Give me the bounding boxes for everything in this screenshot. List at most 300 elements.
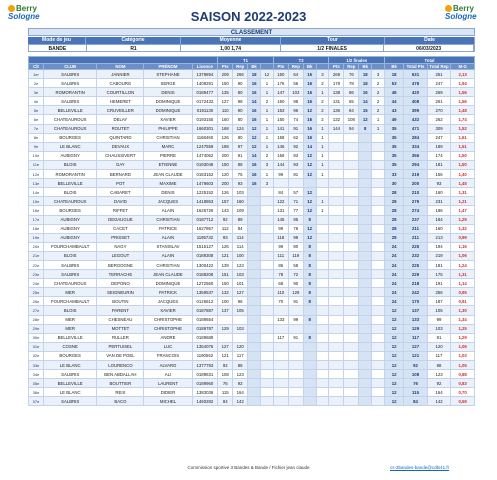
cell-t2-bk: 8 bbox=[303, 242, 316, 251]
cell-total-pts: 420 bbox=[404, 88, 428, 97]
cell-total-pts: 432 bbox=[404, 115, 428, 124]
cell-t3-pts bbox=[329, 160, 344, 169]
cell-club: CHATEAUROUX bbox=[43, 124, 96, 133]
cell-t3-x: 2 bbox=[372, 97, 385, 106]
cell-t1-x bbox=[261, 270, 274, 279]
cell-nom: MOTTET bbox=[97, 324, 144, 333]
cell-t1-pts: 188 bbox=[218, 142, 233, 151]
table-row bbox=[29, 133, 475, 142]
cell-t3-pts bbox=[329, 351, 344, 360]
cell-bk: 18 bbox=[385, 70, 404, 79]
cell-rank: 31e bbox=[29, 342, 44, 351]
cell-t1-bk bbox=[248, 397, 261, 406]
cell-total-pts: 108 bbox=[404, 370, 428, 379]
cell-rank: 13e bbox=[29, 179, 44, 188]
cell-t2-bk bbox=[303, 361, 316, 370]
cell-t1-x: 3 bbox=[261, 160, 274, 169]
cell-t3-rep bbox=[344, 133, 359, 142]
cell-bk: 48 bbox=[385, 88, 404, 97]
cell-t1-rep: 103 bbox=[233, 324, 248, 333]
meta-header-row bbox=[28, 37, 475, 44]
cell-t3-x bbox=[372, 260, 385, 269]
cell-prenom: PATRICE bbox=[144, 224, 192, 233]
cell-t2-pts: 131 bbox=[273, 206, 288, 215]
cell-t3-x bbox=[372, 142, 385, 151]
cell-total-pts: 284 bbox=[404, 133, 428, 142]
cell-t3-rep bbox=[344, 342, 359, 351]
cell-nom: RIFFET bbox=[97, 206, 144, 215]
col-header-bk: Bk bbox=[385, 64, 404, 70]
cell-t3-pts: 269 bbox=[329, 70, 344, 79]
cell-bk: 35 bbox=[385, 160, 404, 169]
cell-t1-x bbox=[261, 333, 274, 342]
cell-t1-bk bbox=[248, 315, 261, 324]
cell-t1-x bbox=[261, 324, 274, 333]
cell-t3-bk bbox=[359, 160, 372, 169]
cell-nom: PARENT bbox=[97, 306, 144, 315]
cell-mg: 0,83 bbox=[451, 379, 475, 388]
cell-t3-pts bbox=[329, 251, 344, 260]
cell-total-rep: 117 bbox=[427, 351, 451, 360]
cell-mg: 1,25 bbox=[451, 324, 475, 333]
cell-t2-pts bbox=[273, 370, 288, 379]
cell-t1-pts: 112 bbox=[218, 224, 233, 233]
meta-header-date: Date bbox=[385, 37, 475, 44]
cell-mg: 1,14 bbox=[451, 279, 475, 288]
cell-t1-x: 1 bbox=[261, 170, 274, 179]
cell-total-pts: 225 bbox=[404, 260, 428, 269]
cell-t1-bk bbox=[248, 379, 261, 388]
cell-rank: 27e bbox=[29, 306, 44, 315]
cell-t1-pts: 121 bbox=[218, 351, 233, 360]
cell-t1-rep: 123 bbox=[233, 260, 248, 269]
cell-prenom: ANDRE bbox=[144, 333, 192, 342]
col-header-t3-rep: Rep bbox=[344, 64, 359, 70]
cell-total-rep: 184 bbox=[427, 215, 451, 224]
cell-total-pts: 218 bbox=[404, 279, 428, 288]
cell-t3-pts bbox=[329, 142, 344, 151]
cell-t1-bk: 14 bbox=[248, 151, 261, 160]
cell-club: BOURGES bbox=[43, 351, 96, 360]
cell-prenom: XAVIER bbox=[144, 306, 192, 315]
cell-t2-rep: 80 bbox=[288, 242, 303, 251]
cell-t2-x: 1 bbox=[316, 142, 329, 151]
cell-t2-pts: 110 bbox=[273, 288, 288, 297]
cell-licence: 0189960 bbox=[192, 379, 218, 388]
cell-total-pts: 229 bbox=[404, 270, 428, 279]
cell-mg: 1,30 bbox=[451, 306, 475, 315]
cell-t1-rep: 114 bbox=[233, 233, 248, 242]
cell-t3-rep bbox=[344, 151, 359, 160]
cell-t2-pts: 117 bbox=[273, 333, 288, 342]
cell-rank: 34e bbox=[29, 370, 44, 379]
cell-t3-bk bbox=[359, 297, 372, 306]
cell-t3-pts bbox=[329, 215, 344, 224]
cell-t2-x bbox=[316, 251, 329, 260]
cell-t1-x: 1 bbox=[261, 79, 274, 88]
cell-t2-x: 1 bbox=[316, 170, 329, 179]
cell-licence: 1627867 bbox=[192, 224, 218, 233]
cell-licence: 1460282 bbox=[192, 397, 218, 406]
table-row bbox=[29, 242, 475, 251]
col-header-total-pts: Total Pts bbox=[404, 64, 428, 70]
cell-t3-bk bbox=[359, 306, 372, 315]
cell-t1-rep bbox=[233, 315, 248, 324]
cell-nom: HEMERET bbox=[97, 97, 144, 106]
cell-t2-bk bbox=[303, 388, 316, 397]
cell-t3-pts bbox=[329, 279, 344, 288]
cell-t3-pts bbox=[329, 188, 344, 197]
table-row bbox=[29, 188, 475, 197]
logo-line1: Berry bbox=[453, 4, 474, 13]
cell-t2-x: 1 bbox=[316, 133, 329, 142]
cell-bk: 12 bbox=[385, 388, 404, 397]
cell-rank: 4e bbox=[29, 97, 44, 106]
cell-t1-pts: 150 bbox=[218, 79, 233, 88]
cell-t3-pts bbox=[329, 288, 344, 297]
cell-mg: 1,29 bbox=[451, 215, 475, 224]
cell-total-rep: 181 bbox=[427, 260, 451, 269]
cell-total-rep: 103 bbox=[427, 324, 451, 333]
cell-licence: 0191130 bbox=[192, 106, 218, 115]
cell-t2-rep bbox=[288, 397, 303, 406]
cell-t1-bk bbox=[248, 233, 261, 242]
cell-t2-x: 2 bbox=[316, 115, 329, 124]
cell-t2-pts: 150 bbox=[273, 70, 288, 79]
cell-bk: 12 bbox=[385, 315, 404, 324]
cell-club: AUBIGNY bbox=[43, 224, 96, 233]
cell-t2-bk: 12 bbox=[303, 160, 316, 169]
cell-total-rep: 231 bbox=[427, 197, 451, 206]
cell-prenom: PHILIPPE bbox=[144, 124, 192, 133]
cell-t1-pts: 127 bbox=[218, 342, 233, 351]
cell-t1-bk: 16 bbox=[248, 106, 261, 115]
cell-total-rep: 261 bbox=[427, 97, 451, 106]
cell-rank: 14e bbox=[29, 188, 44, 197]
cell-t3-bk bbox=[359, 133, 372, 142]
cell-mg: 1,06 bbox=[451, 342, 475, 351]
table-row bbox=[29, 351, 475, 360]
cell-rank: 16e bbox=[29, 206, 44, 215]
cell-t3-bk: 14 bbox=[359, 97, 372, 106]
cell-club: MER bbox=[43, 288, 96, 297]
cell-t1-bk: 16 bbox=[248, 179, 261, 188]
cell-t1-bk bbox=[248, 279, 261, 288]
table-row bbox=[29, 115, 475, 124]
cell-t1-bk: 16 bbox=[248, 115, 261, 124]
cell-bk: 24 bbox=[385, 242, 404, 251]
cell-prenom: STEPHANE bbox=[144, 70, 192, 79]
cell-t1-bk bbox=[248, 260, 261, 269]
cell-t1-pts: 132 bbox=[218, 288, 233, 297]
cell-t1-pts: 157 bbox=[218, 197, 233, 206]
cell-t3-rep bbox=[344, 242, 359, 251]
cell-prenom: STANISLAV bbox=[144, 242, 192, 251]
cell-t2-rep: 83 bbox=[288, 151, 303, 160]
cell-total-rep: 160 bbox=[427, 224, 451, 233]
cell-t2-bk: 8 bbox=[303, 315, 316, 324]
cell-rank: 2e bbox=[29, 79, 44, 88]
cell-t1-bk bbox=[248, 342, 261, 351]
cell-t2-rep: 99 bbox=[288, 233, 303, 242]
cell-licence: 1379894 bbox=[192, 70, 218, 79]
cell-mg: 1,48 bbox=[451, 106, 475, 115]
cell-rank: 36e bbox=[29, 388, 44, 397]
cell-t2-pts: 118 bbox=[273, 233, 288, 242]
cell-t3-bk: 18 bbox=[359, 79, 372, 88]
cell-t1-x bbox=[261, 188, 274, 197]
cell-t2-x bbox=[316, 306, 329, 315]
cell-t1-bk: 14 bbox=[248, 97, 261, 106]
cell-club: BELLEVILLE bbox=[43, 379, 96, 388]
cell-t2-bk: 12 bbox=[303, 106, 316, 115]
cell-t2-rep bbox=[288, 370, 303, 379]
cell-mg: 1,47 bbox=[451, 206, 475, 215]
cell-t1-pts: 126 bbox=[218, 133, 233, 142]
cell-club: SALBRIS bbox=[43, 79, 96, 88]
col-header-t2-rep: Rep bbox=[288, 64, 303, 70]
table-row bbox=[29, 288, 475, 297]
cell-t3-bk bbox=[359, 379, 372, 388]
cell-rank: 35e bbox=[29, 379, 44, 388]
cell-total-pts: 334 bbox=[404, 142, 428, 151]
cell-licence: 0183152 bbox=[192, 170, 218, 179]
cell-club: FOURCHAMBAULT bbox=[43, 242, 96, 251]
cell-t1-rep: 124 bbox=[233, 124, 248, 133]
cell-t1-rep: 103 bbox=[233, 188, 248, 197]
cell-t3-pts bbox=[329, 224, 344, 233]
cell-t2-pts: 99 bbox=[273, 170, 288, 179]
cell-nom: PRISSET bbox=[97, 233, 144, 242]
cell-t2-bk: 16 bbox=[303, 133, 316, 142]
meta-value-row bbox=[28, 44, 475, 52]
cell-club: AUBIGNY bbox=[43, 215, 96, 224]
cell-t1-pts: 200 bbox=[218, 179, 233, 188]
cell-t1-pts: 126 bbox=[218, 188, 233, 197]
cell-t2-bk bbox=[303, 397, 316, 406]
table-row bbox=[29, 306, 475, 315]
cell-total-pts: 117 bbox=[404, 333, 428, 342]
cell-t3-x bbox=[372, 179, 385, 188]
cell-t2-x bbox=[316, 370, 329, 379]
cell-t3-x bbox=[372, 242, 385, 251]
table-row bbox=[29, 270, 475, 279]
cell-t3-rep bbox=[344, 279, 359, 288]
cell-prenom: JACQUES bbox=[144, 297, 192, 306]
meta-header-moyenne: Moyenne bbox=[181, 37, 281, 44]
cell-t3-pts bbox=[329, 342, 344, 351]
cell-bk: 28 bbox=[385, 197, 404, 206]
cell-t3-pts bbox=[329, 242, 344, 251]
cell-t3-bk bbox=[359, 188, 372, 197]
cell-club: LE BLANC bbox=[43, 361, 96, 370]
table-row bbox=[29, 233, 475, 242]
cell-t1-rep: 98 bbox=[233, 97, 248, 106]
cell-t2-pts: 99 bbox=[273, 224, 288, 233]
cell-t2-x: 1 bbox=[316, 124, 329, 133]
cell-t1-rep: 90 bbox=[233, 106, 248, 115]
cell-t3-bk bbox=[359, 233, 372, 242]
cell-t2-x bbox=[316, 224, 329, 233]
cell-t2-rep: 64 bbox=[288, 70, 303, 79]
cell-rank: 32e bbox=[29, 351, 44, 360]
cell-club: ROMORANTIN bbox=[43, 170, 96, 179]
cell-t2-x bbox=[316, 324, 329, 333]
cell-t3-bk bbox=[359, 215, 372, 224]
col-header-club: CLUB bbox=[43, 64, 96, 70]
cell-t1-rep: 266 bbox=[233, 70, 248, 79]
cell-t3-rep bbox=[344, 197, 359, 206]
cell-bk: 12 bbox=[385, 379, 404, 388]
cell-club: BELLEVILLE bbox=[43, 333, 96, 342]
cell-t2-rep: 93 bbox=[288, 160, 303, 169]
cell-rank: 19e bbox=[29, 233, 44, 242]
table-row bbox=[29, 151, 475, 160]
cell-t1-bk bbox=[248, 370, 261, 379]
cell-t1-pts: 108 bbox=[218, 370, 233, 379]
cell-t2-x: 2 bbox=[316, 79, 329, 88]
group-header-total: Total bbox=[385, 57, 475, 64]
cell-t2-x: 1 bbox=[316, 151, 329, 160]
cell-club: BLOIS bbox=[43, 306, 96, 315]
cell-nom: BERNARD bbox=[97, 170, 144, 179]
cell-prenom: CHRISTOPHE bbox=[144, 324, 192, 333]
cell-licence: 0189477 bbox=[192, 88, 218, 97]
cell-t1-rep: 109 bbox=[233, 206, 248, 215]
cell-t3-rep: 78 bbox=[344, 79, 359, 88]
cell-bk: 12 bbox=[385, 324, 404, 333]
cell-t3-bk bbox=[359, 315, 372, 324]
classement-band: CLASSEMENT bbox=[28, 28, 475, 36]
cell-nom: RULLER bbox=[97, 333, 144, 342]
cell-club: SALBRIS bbox=[43, 270, 96, 279]
cell-t3-bk bbox=[359, 270, 372, 279]
cell-t1-bk bbox=[248, 197, 261, 206]
cell-t1-x: 1 bbox=[261, 106, 274, 115]
table-row bbox=[29, 106, 475, 115]
cell-t1-x bbox=[261, 251, 274, 260]
cell-mg: 0,95 bbox=[451, 288, 475, 297]
cell-licence: 1626726 bbox=[192, 206, 218, 215]
cell-t1-x: 1 bbox=[261, 115, 274, 124]
cell-t1-rep: 93 bbox=[233, 179, 248, 188]
cell-t1-pts: 137 bbox=[218, 306, 233, 315]
cell-t3-x bbox=[372, 306, 385, 315]
col-header-t3-pts: Pts bbox=[329, 64, 344, 70]
cell-t1-rep: 90 bbox=[233, 79, 248, 88]
cell-bk: 35 bbox=[385, 142, 404, 151]
cell-t1-pts: 93 bbox=[218, 233, 233, 242]
cell-t1-x bbox=[261, 288, 274, 297]
cell-t3-rep bbox=[344, 306, 359, 315]
cell-t3-pts bbox=[329, 397, 344, 406]
cell-mg: 1,31 bbox=[451, 270, 475, 279]
cell-t2-bk: 8 bbox=[303, 251, 316, 260]
cell-club: COSNE bbox=[43, 342, 96, 351]
cell-t1-x: 2 bbox=[261, 151, 274, 160]
cell-nom: DELAY bbox=[97, 115, 144, 124]
cell-t3-rep bbox=[344, 297, 359, 306]
cell-t2-bk: 16 bbox=[303, 97, 316, 106]
cell-t2-bk: 12 bbox=[303, 197, 316, 206]
footer-email-link[interactable]: cs-3bandes-bande@cdbi41.fr bbox=[390, 465, 450, 470]
cell-licence: 1300422 bbox=[192, 260, 218, 269]
cell-bk: 28 bbox=[385, 215, 404, 224]
cell-t3-pts bbox=[329, 370, 344, 379]
cell-rank: 30e bbox=[29, 333, 44, 342]
cell-t1-x bbox=[261, 351, 274, 360]
cell-rank: 18e bbox=[29, 224, 44, 233]
cell-t2-bk: 16 bbox=[303, 88, 316, 97]
cell-t2-x bbox=[316, 342, 329, 351]
cell-total-pts: 121 bbox=[404, 351, 428, 360]
col-header-total-rep: Total Rep bbox=[427, 64, 451, 70]
cell-t2-x: 1 bbox=[316, 197, 329, 206]
table-group-header bbox=[29, 57, 475, 64]
table-row bbox=[29, 88, 475, 97]
group-header-t1: T1 bbox=[218, 57, 274, 64]
cell-nom: DEGAUGUE bbox=[97, 215, 144, 224]
cell-nom: POT bbox=[97, 179, 144, 188]
cell-mg: 1,31 bbox=[451, 188, 475, 197]
meta-value-categorie: R1 bbox=[87, 45, 182, 51]
cell-t2-bk bbox=[303, 351, 316, 360]
meta-value-mode: BANDE bbox=[29, 45, 87, 51]
cell-prenom: ETIENNE bbox=[144, 160, 192, 169]
cell-t3-x bbox=[372, 133, 385, 142]
cell-prenom: JEAN CLAUDE bbox=[144, 170, 192, 179]
cell-t3-x: 1 bbox=[372, 124, 385, 133]
cell-t1-x bbox=[261, 242, 274, 251]
cell-t1-x bbox=[261, 279, 274, 288]
cell-t2-x bbox=[316, 361, 329, 370]
cell-prenom: ALAIN bbox=[144, 251, 192, 260]
cell-t3-x: 1 bbox=[372, 115, 385, 124]
cell-prenom: PIERRE bbox=[144, 151, 192, 160]
col-header-licence: Licence bbox=[192, 64, 218, 70]
cell-t1-pts: 100 bbox=[218, 297, 233, 306]
page-title: SAISON 2022-2023 bbox=[190, 9, 307, 24]
group-header-blank bbox=[29, 57, 218, 64]
cell-bk: 53 bbox=[385, 79, 404, 88]
cell-t3-x bbox=[372, 215, 385, 224]
cell-t2-x bbox=[316, 388, 329, 397]
cell-bk: 30 bbox=[385, 179, 404, 188]
cell-t1-pts: 135 bbox=[218, 88, 233, 97]
cell-total-rep: 194 bbox=[427, 242, 451, 251]
cell-t3-pts bbox=[329, 333, 344, 342]
cell-nom: BACO bbox=[97, 397, 144, 406]
cell-prenom: DENIS bbox=[144, 88, 192, 97]
cell-prenom: MAXIME bbox=[144, 179, 192, 188]
cell-total-pts: 478 bbox=[404, 79, 428, 88]
group-header-t3: 1/2 finales bbox=[329, 57, 385, 64]
cell-licence: 1168460 bbox=[192, 133, 218, 142]
cell-t3-pts bbox=[329, 179, 344, 188]
cell-total-rep: 105 bbox=[427, 306, 451, 315]
cell-licence: 1474062 bbox=[192, 151, 218, 160]
cell-club: BOURGES bbox=[43, 206, 96, 215]
cell-total-rep: 142 bbox=[427, 397, 451, 406]
cell-t1-x: 1 bbox=[261, 133, 274, 142]
cell-club: LE BLANC bbox=[43, 388, 96, 397]
table-row bbox=[29, 324, 475, 333]
cell-prenom: ALI bbox=[144, 370, 192, 379]
cell-t3-pts bbox=[329, 315, 344, 324]
cell-t1-rep: 127 bbox=[233, 288, 248, 297]
cell-total-rep: 91 bbox=[427, 333, 451, 342]
cell-t1-rep: 75 bbox=[233, 170, 248, 179]
